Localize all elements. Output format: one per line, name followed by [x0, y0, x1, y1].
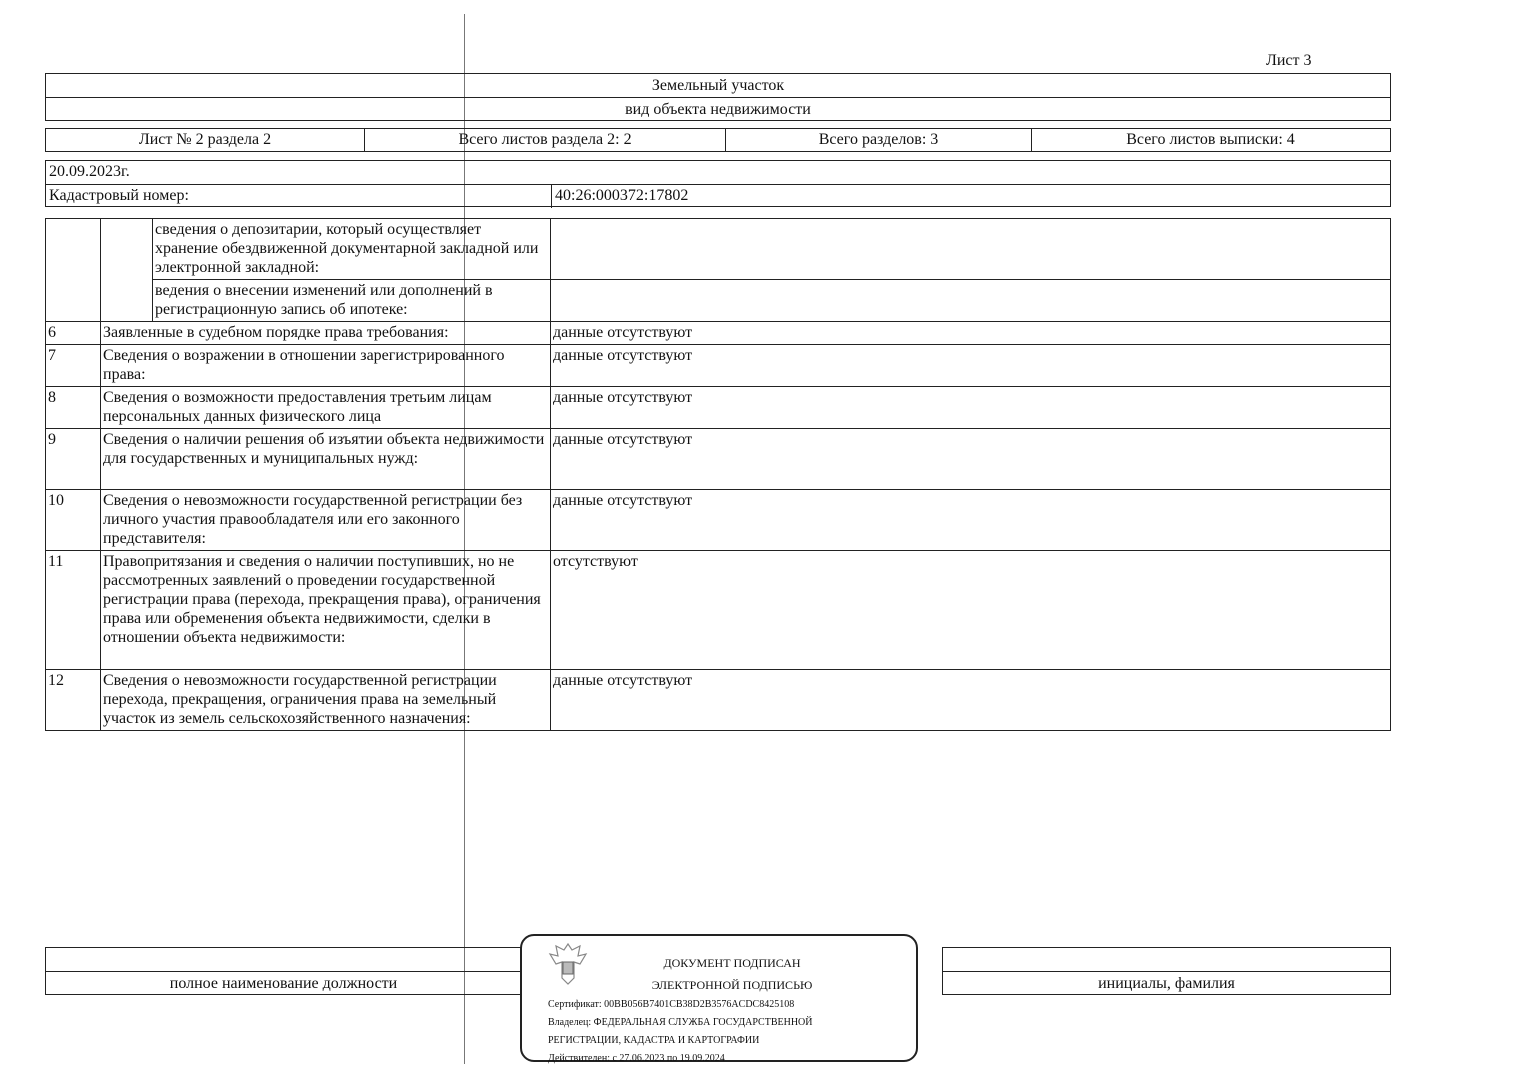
row-label: Сведения о невозможности государственной регистрации без личного участия правообладателя или его законного представителя: [101, 490, 551, 551]
sheet-label: Лист 3 [1266, 52, 1312, 69]
row-number: 6 [46, 322, 101, 345]
name-block [942, 947, 1391, 995]
total-sections: Всего разделов: 3 [726, 129, 1032, 151]
table-row [46, 345, 1391, 387]
row-value: данные отсутствуют [551, 490, 1391, 551]
row-value: данные отсутствуют [551, 322, 1391, 345]
object-header [45, 73, 1391, 121]
table-row [46, 387, 1391, 429]
row-label: Сведения о невозможности государственной регистрации перехода, прекращения, ограничения права на земельный участок из земель сельскохозяйственного назначения: [101, 670, 551, 731]
row-value [551, 280, 1391, 322]
position-caption: полное наименование должности [46, 971, 521, 995]
empty-num-cell [46, 219, 101, 322]
row-label: Сведения о возражении в отношении зарегистрированного права: [101, 345, 551, 387]
stamp-line-1: ДОКУМЕНТ ПОДПИСАН [663, 956, 801, 970]
row-label: сведения о депозитарии, который осуществляет хранение обездвиженной документарной закладной или электронной закладной: [153, 219, 551, 280]
stamp-validity: Действителен: с 27.06.2023 по 19.09.2024 [548, 1053, 725, 1064]
total-sheets-extract: Всего листов выписки: 4 [1126, 131, 1295, 148]
stamp-owner: Владелец: ФЕДЕРАЛЬНАЯ СЛУЖБА ГОСУДАРСТВЕННОЙ [548, 1017, 813, 1028]
table-row [46, 280, 1391, 322]
table-row [46, 490, 1391, 551]
table-row [46, 219, 1391, 280]
stamp-owner-cont: РЕГИСТРАЦИИ, КАДАСТРА И КАРТОГРАФИИ [548, 1035, 760, 1046]
row-number: 10 [46, 490, 101, 551]
row-value [551, 219, 1391, 280]
date: 20.09.2023г. [49, 163, 130, 180]
empty-indent-cell [101, 219, 153, 322]
position-block [45, 947, 522, 995]
stamp-line-2: ЭЛЕКТРОННОЙ ПОДПИСЬЮ [651, 978, 813, 992]
table-row [46, 429, 1391, 490]
name-caption: инициалы, фамилия [943, 971, 1390, 995]
cadastral-row [46, 184, 1390, 208]
total-sheets-section: Всего листов раздела 2: 2 [365, 129, 726, 151]
date-cadastral-block [45, 160, 1391, 207]
sheet-meta [45, 128, 1391, 152]
row-value: данные отсутствуют [551, 429, 1391, 490]
sheet-of-section: Лист № 2 раздела 2 [46, 129, 365, 151]
stamp-certificate: Сертификат: 00BB056B7401CB38D2B3576ACDC8425108 [548, 999, 795, 1010]
signature-stamp [520, 934, 918, 1062]
row-number: 12 [46, 670, 101, 731]
eagle-emblem-icon [546, 940, 590, 986]
cadastral-label: Кадастровый номер: [49, 187, 189, 204]
row-value: данные отсутствуют [551, 670, 1391, 731]
name-blank [943, 948, 1390, 971]
row-number: 11 [46, 551, 101, 670]
position-blank [46, 948, 521, 971]
row-value: отсутствуют [551, 551, 1391, 670]
row-number: 9 [46, 429, 101, 490]
table-row [46, 670, 1391, 731]
row-label: ведения о внесении изменений или дополнений в регистрационную запись об ипотеке: [153, 280, 551, 322]
row-value: данные отсутствуют [551, 387, 1391, 429]
row-label: Сведения о наличии решения об изъятии объекта недвижимости для государственных и муниципальных нужд: [101, 429, 551, 490]
cadastral-number: 40:26:000372:17802 [551, 185, 688, 208]
details-table [45, 218, 1391, 731]
row-number: 7 [46, 345, 101, 387]
object-type-caption: вид объекта недвижимости [46, 97, 1390, 121]
object-name: Земельный участок [651, 77, 785, 94]
table-row [46, 551, 1391, 670]
row-value: данные отсутствуют [551, 345, 1391, 387]
row-label: Заявленные в судебном порядке права требования: [101, 322, 551, 345]
row-label: Сведения о возможности предоставления третьим лицам персональных данных физического лица [101, 387, 551, 429]
row-number: 8 [46, 387, 101, 429]
row-label: Правопритязания и сведения о наличии поступивших, но не рассмотренных заявлений о проведении государственной регистрации права (перехода, прекращения права), ограничения права или обременения объекта недвижимости, сделки в отношении объекта недвижимости: [101, 551, 551, 670]
table-row [46, 322, 1391, 345]
